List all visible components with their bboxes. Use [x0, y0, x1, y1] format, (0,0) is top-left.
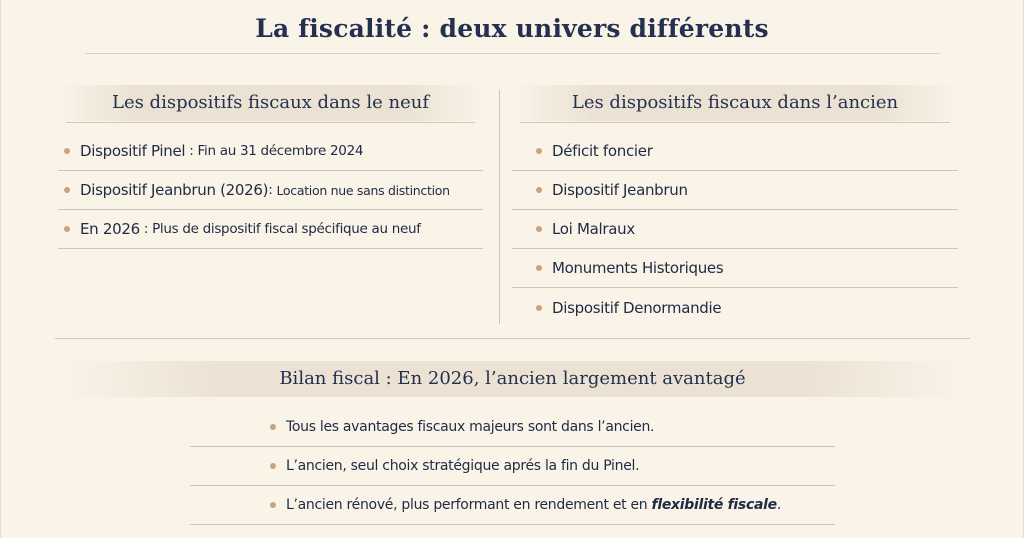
item-separator: : [139, 221, 153, 237]
list-item [58, 210, 483, 249]
section-heading-underline [66, 122, 475, 123]
bullet-icon [64, 226, 70, 232]
item-separator: : [268, 182, 277, 198]
item-text: Location nue sans distinction [276, 182, 450, 198]
list-item [512, 249, 958, 288]
bullet-icon [536, 226, 542, 232]
item-separator: : [185, 143, 198, 159]
item-label: Dispositif Jeanbrun [552, 181, 688, 199]
bullet-icon [64, 148, 70, 154]
section-divider [55, 338, 970, 339]
item-text: Tous les avantages fiscaux majeurs sont dans l’ancien. [286, 419, 655, 435]
bullet-icon [536, 148, 542, 154]
bullet-icon [536, 187, 542, 193]
item-text: Plus de dispositif fiscal spécifique au neuf [152, 221, 421, 237]
bullet-icon [64, 187, 70, 193]
list-item [190, 408, 835, 447]
title-divider [85, 53, 940, 54]
list-item [58, 171, 483, 210]
item-label: Dispositif Jeanbrun (2026) [80, 181, 269, 199]
bullet-icon [270, 502, 276, 508]
neuf-list [58, 132, 483, 249]
section-heading-underline [520, 122, 950, 123]
item-label: Déficit foncier [552, 142, 653, 160]
section-heading-bilan [60, 361, 965, 397]
item-text: L’ancien rénové, plus performant en rendement et en [286, 497, 652, 513]
list-item [190, 486, 835, 525]
list-item [512, 288, 958, 327]
item-label: Loi Malraux [552, 220, 635, 238]
bullet-icon [536, 305, 542, 311]
item-text: Fin au 31 décembre 2024 [197, 143, 364, 159]
page-title: La fiscalité : deux univers différents [255, 14, 769, 43]
bullet-icon [270, 463, 276, 469]
item-text: L’ancien, seul choix stratégique aprés la fin du Pinel. [286, 458, 640, 474]
bullet-icon [536, 265, 542, 271]
section-heading-ancien-text: Les dispositifs fiscaux dans l’ancien [571, 92, 899, 113]
item-label: Dispositif Denormandie [552, 298, 722, 317]
list-item [512, 132, 958, 171]
list-item [190, 447, 835, 486]
item-emphasis: flexibilité fiscale [651, 497, 777, 513]
column-divider [499, 90, 500, 324]
section-heading-neuf-text: Les dispositifs fiscaux dans le neuf [111, 92, 429, 113]
ancien-list [512, 132, 958, 327]
bullet-icon [270, 424, 276, 430]
item-label: Monuments Historiques [552, 259, 724, 277]
bilan-list [190, 408, 835, 525]
section-heading-bilan-text: Bilan fiscal : En 2026, l’ancien largement avantagé [279, 368, 746, 389]
item-end: . [776, 497, 781, 513]
item-label: Dispositif Pinel [80, 142, 186, 160]
section-heading-neuf [58, 85, 483, 121]
list-item [512, 210, 958, 249]
section-heading-ancien [512, 85, 958, 121]
item-label: En 2026 [80, 220, 140, 238]
list-item [512, 171, 958, 210]
list-item [58, 132, 483, 171]
